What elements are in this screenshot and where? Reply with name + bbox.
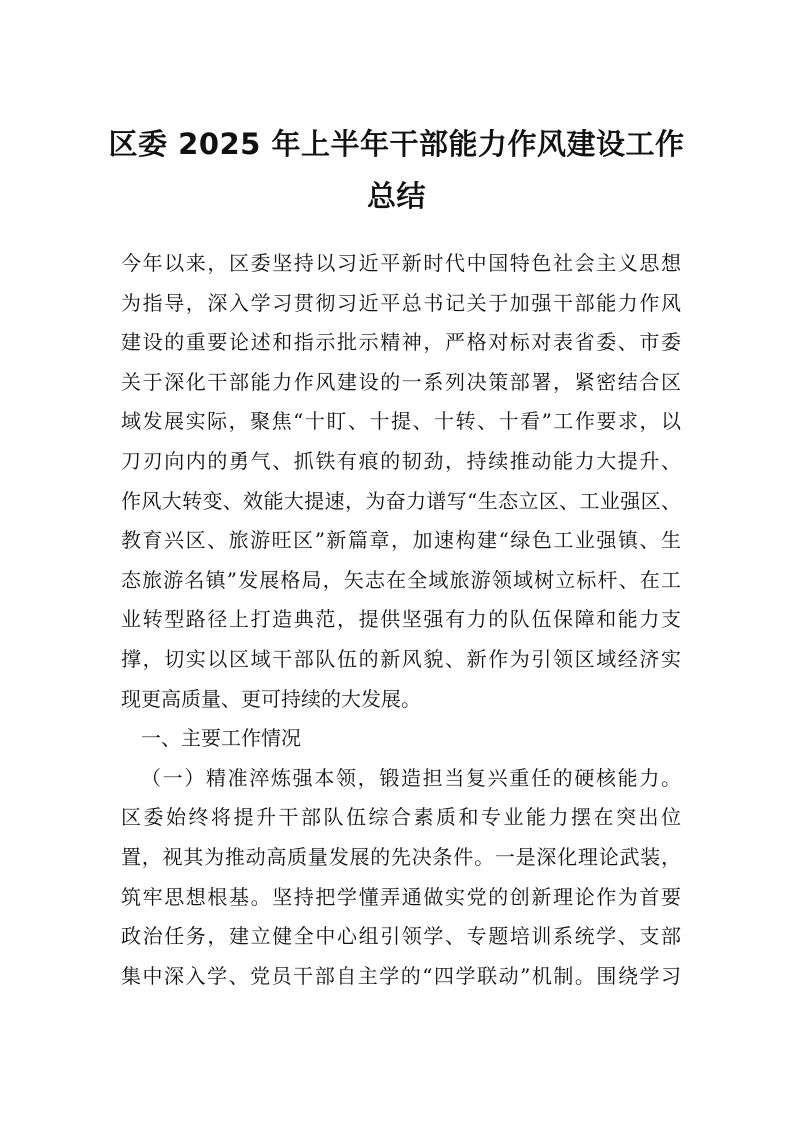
paragraph-line: 业转型路径上打造典范，提供坚强有力的队伍保障和能力支: [121, 607, 681, 632]
paragraph-line: 撑，切实以区域干部队伍的新风貌、新作为引领区域经济实: [121, 646, 681, 671]
title-line: 总结: [366, 179, 426, 213]
paragraph-line: 关于深化干部能力作风建设的一系列决策部署，紧密结合区: [121, 369, 681, 394]
paragraph-line: 现更高质量、更可持续的大发展。: [121, 686, 421, 711]
document-body: [121, 244, 681, 996]
paragraph-line: 教育兴区、旅游旺区”新篇章，加速构建“绿色工业强镇、生: [121, 528, 681, 553]
paragraph-line: 今年以来，区委坚持以习近平新时代中国特色社会主义思想: [121, 251, 681, 275]
section-heading: 一、主要工作情况: [141, 726, 301, 751]
paragraph-line: 政治任务，建立健全中心组引领学、专题培训系统学、支部: [121, 924, 681, 949]
paragraph-line: 筑牢思想根基。坚持把学懂弄通做实党的创新理论作为首要: [121, 884, 681, 909]
paragraph-line: 域发展实际，聚焦“十盯、十提、十转、十看”工作要求，以: [121, 409, 681, 434]
paragraph-line: 态旅游名镇”发展格局，矢志在全域旅游领域树立标杆、在工: [121, 567, 681, 592]
subsection-paragraph: [121, 759, 681, 997]
paragraph-line: 作风大转变、效能大提速，为奋力谱写“生态立区、工业强区、: [121, 488, 681, 513]
paragraph-line: 为指导，深入学习贯彻习近平总书记关于加强干部能力作风: [121, 290, 681, 315]
intro-paragraph: [121, 244, 681, 719]
subsection-heading: （一）精准淬炼强本领，锻造担当复兴重任的硬核能力。: [141, 765, 681, 790]
document-title: [100, 118, 693, 222]
paragraph-line: 区委始终将提升干部队伍综合素质和专业能力摆在突出位: [121, 805, 681, 830]
paragraph-line: 刀刃向内的勇气、抓铁有痕的韧劲，持续推动能力大提升、: [121, 448, 681, 473]
paragraph-line: 集中深入学、党员干部自主学的“四学联动”机制。围绕学习: [121, 963, 681, 988]
paragraph-line: 置，视其为推动高质量发展的先决条件。一是深化理论武装，: [121, 844, 681, 869]
paragraph-line: 建设的重要论述和指示批示精神，严格对标对表省委、市委: [121, 330, 681, 355]
title-line: 区委 2025 年上半年干部能力作风建设工作: [108, 127, 685, 161]
section-heading-paragraph: [121, 719, 681, 759]
